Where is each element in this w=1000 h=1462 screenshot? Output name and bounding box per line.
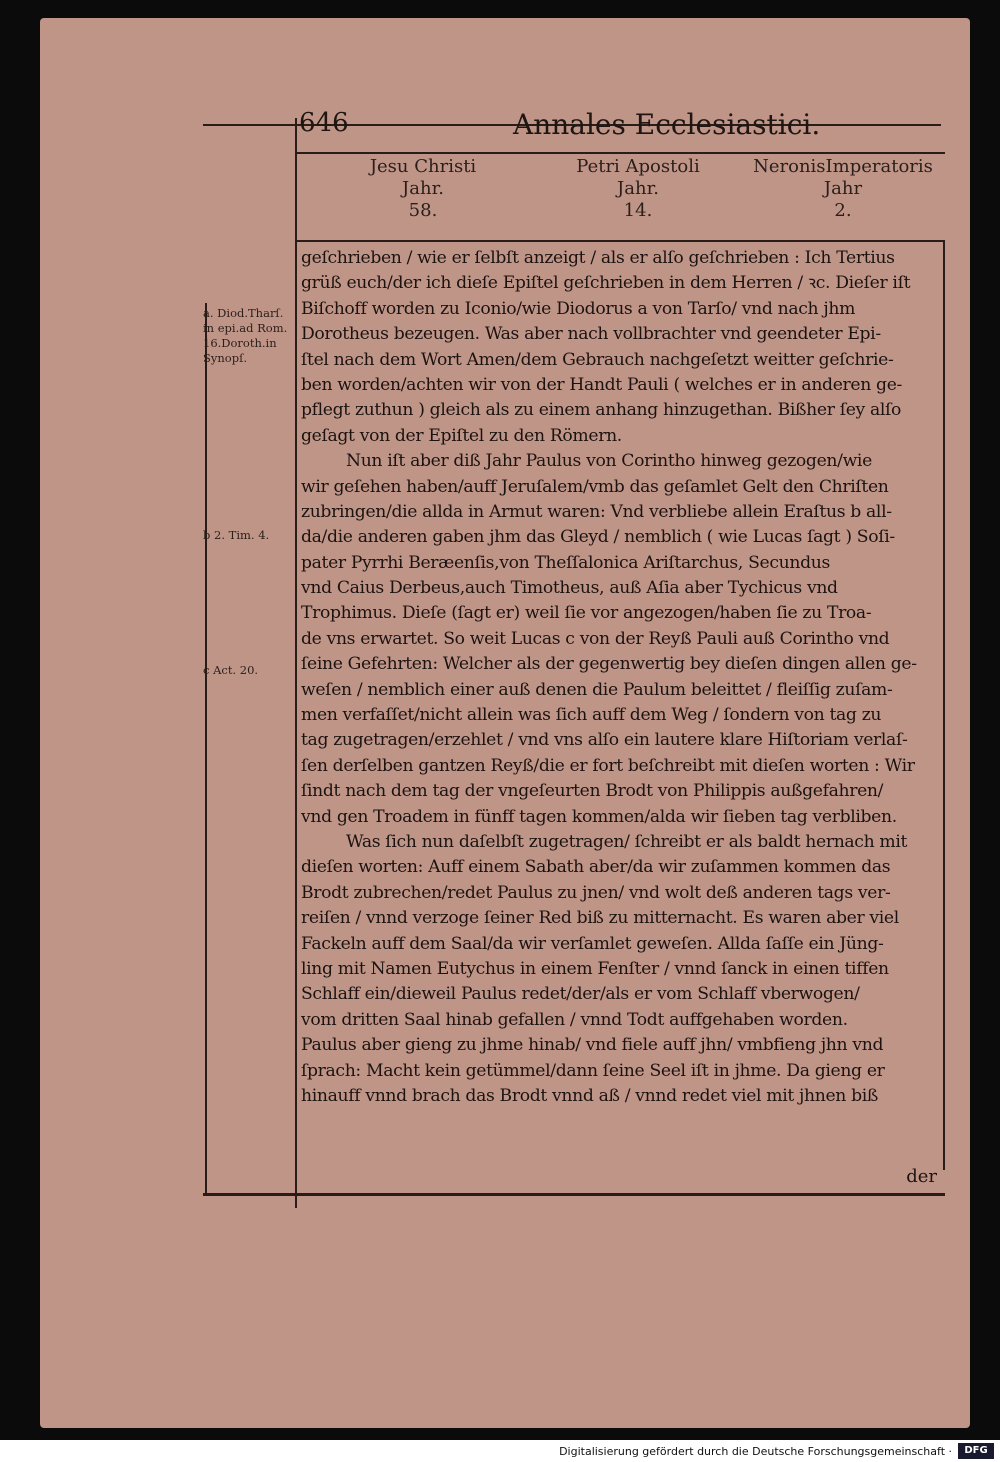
- text-line: de vns erwartet. So weit Lucas c von der Reyß Pauli auß Corintho vnd: [301, 628, 890, 649]
- text-line: zubringen/die allda in Armut waren: Vnd verbliebe allein Eraſtus b all-: [301, 501, 892, 522]
- text-line: Fackeln auff dem Saal/da wir verſamlet geweſen. Allda ſaſſe ein Jüng-: [301, 933, 884, 954]
- text-line: geſchrieben / wie er ſelbſt anzeigt / als er alſo geſchrieben : Ich Tertius: [301, 248, 895, 268]
- text-column-left-rule: [295, 118, 297, 1208]
- text-line: tag zugetragen/erzehlet / vnd vns alſo ein lautere klare Hiſtoriam verlaſ-: [301, 730, 908, 751]
- text-line: vom dritten Saal hinab gefallen / vnnd Todt auffgehaben worden.: [301, 1009, 848, 1030]
- text-line: dieſen worten: Auff einem Sabath aber/da wir zuſammen kommen das: [301, 857, 891, 878]
- text-line: pflegt zuthun ) gleich als zu einem anhang hinzugethan. Bißher ſey alſo: [301, 400, 902, 421]
- catchword: der: [906, 1166, 937, 1187]
- marginal-line: in epi.ad Rom.: [203, 321, 288, 335]
- body-text: [301, 246, 941, 1109]
- column-header-unit: Jahr.: [402, 178, 444, 199]
- dfg-logo: DFG: [958, 1443, 994, 1459]
- column-header-unit: Jahr: [823, 178, 863, 199]
- text-line: Dorotheus bezeugen. Was aber nach vollbrachter vnd geendeter Epi-: [301, 324, 881, 345]
- column-header-unit: Jahr.: [617, 178, 659, 199]
- text-line: Brodt zubrechen/redet Paulus zu jnen/ vnd wolt deß anderen tags ver-: [301, 882, 891, 903]
- marginal-note-c: [203, 663, 293, 678]
- marginal-line: Synopſ.: [203, 351, 247, 365]
- column-header-name: NeronisImperatoris: [753, 156, 933, 177]
- header-rule: [295, 152, 945, 154]
- text-line: pater Pyrrhi Beræenſis,von Theſſalonica Ariſtarchus, Secundus: [301, 552, 830, 573]
- text-line: ſprach: Macht kein getümmel/dann ſeine Seel iſt in jhme. Da gieng er: [301, 1060, 885, 1081]
- text-line: Paulus aber gieng zu jhme hinab/ vnd fiele auff jhn/ vmbfieng jhn vnd: [301, 1035, 884, 1056]
- page-content: [203, 108, 945, 1208]
- text-line: Schlaff ein/dieweil Paulus redet/der/als er vom Schlaff vberwogen/: [301, 984, 860, 1005]
- marginal-line: c Act. 20.: [203, 663, 259, 677]
- book-page: [40, 18, 970, 1428]
- text-line: men verfaſſet/nicht allein was ſich auff dem Weg / ſondern von tag zu: [301, 705, 882, 726]
- column-header-name: Jesu Christi: [369, 156, 477, 177]
- text-line: vnd gen Troadem in fünff tagen kommen/alda wir ſieben tag verbliben.: [301, 806, 897, 827]
- footer-bar: [0, 1440, 1000, 1462]
- running-title: Annales Ecclesiastici.: [513, 108, 821, 141]
- marginal-line: 16.Doroth.in: [203, 336, 277, 350]
- text-line: Trophimus. Dieſe (ſagt er) weil ſie vor angezogen/haben ſie zu Troa-: [301, 603, 872, 624]
- text-column-right-rule: [943, 240, 945, 1170]
- column-header-nero: [733, 156, 953, 222]
- text-line: ſindt nach dem tag der vngeſeurten Brodt von Philippis außgefahren/: [301, 781, 884, 802]
- text-line: geſagt von der Epiſtel zu den Römern.: [301, 425, 622, 446]
- column-header-value: 58.: [408, 200, 438, 221]
- marginal-note-b: [203, 528, 293, 543]
- text-line: wir geſehen haben/auff Jeruſalem/vmb das geſamlet Gelt den Chriſten: [301, 476, 889, 497]
- text-line: reiſen / vnnd verzoge ſeiner Red biß zu mitternacht. Es waren aber viel: [301, 908, 899, 929]
- text-line: Was ſich nun daſelbſt zugetragen/ ſchreibt er als baldt hernach mit: [346, 831, 908, 852]
- text-line: da/die anderen gaben jhm das Gleyd / nemblich ( wie Lucas ſagt ) Soſi-: [301, 527, 895, 548]
- text-line: ſen derſelben gantzen Reyß/die er fort beſchreibt mit dieſen worten : Wir: [301, 755, 915, 776]
- funding-credit: Digitalisierung gefördert durch die Deutsche Forschungsgemeinschaft ·: [559, 1445, 952, 1458]
- column-header-rule: [295, 240, 945, 242]
- text-line: Nun iſt aber diß Jahr Paulus von Corintho hinweg gezogen/wie: [346, 451, 872, 472]
- margin-column-rule: [205, 303, 207, 1193]
- bottom-rule: [203, 1193, 945, 1196]
- page-number: 646: [299, 108, 349, 138]
- text-line: hinauff vnnd brach das Brodt vnnd aß / vnnd redet viel mit jhnen biß: [301, 1085, 879, 1106]
- column-header-peter: [528, 156, 748, 222]
- marginal-note-a: [203, 306, 293, 366]
- text-line: grüß euch/der ich dieſe Epiſtel geſchrieben in dem Herren / ꝛc. Dieſer iſt: [301, 273, 911, 294]
- text-line: ſtel nach dem Wort Amen/dem Gebrauch nachgeſetzt weitter geſchrie-: [301, 349, 894, 370]
- text-line: vnd Caius Derbeus,auch Timotheus, auß Aſia aber Tychicus vnd: [301, 578, 838, 599]
- marginal-line: a. Diod.Tharſ.: [203, 306, 284, 320]
- column-header-value: 2.: [834, 200, 852, 221]
- column-header-value: 14.: [623, 200, 653, 221]
- column-header-christ: [313, 156, 533, 222]
- text-line: ſeine Gefehrten: Welcher als der gegenwertig bey dieſen dingen allen ge-: [301, 654, 917, 675]
- text-line: ben worden/achten wir von der Handt Pauli ( welches er in anderen ge-: [301, 374, 902, 395]
- text-line: Biſchoff worden zu Iconio/wie Diodorus a von Tarſo/ vnd nach jhm: [301, 298, 856, 319]
- text-line: weſen / nemblich einer auß denen die Paulum beleittet / fleiſſig zuſam-: [301, 679, 893, 700]
- marginal-line: b 2. Tim. 4.: [203, 528, 270, 542]
- column-header-name: Petri Apostoli: [576, 156, 700, 177]
- text-line: ling mit Namen Eutychus in einem Fenſter / vnnd ſanck in einen tiffen: [301, 958, 889, 979]
